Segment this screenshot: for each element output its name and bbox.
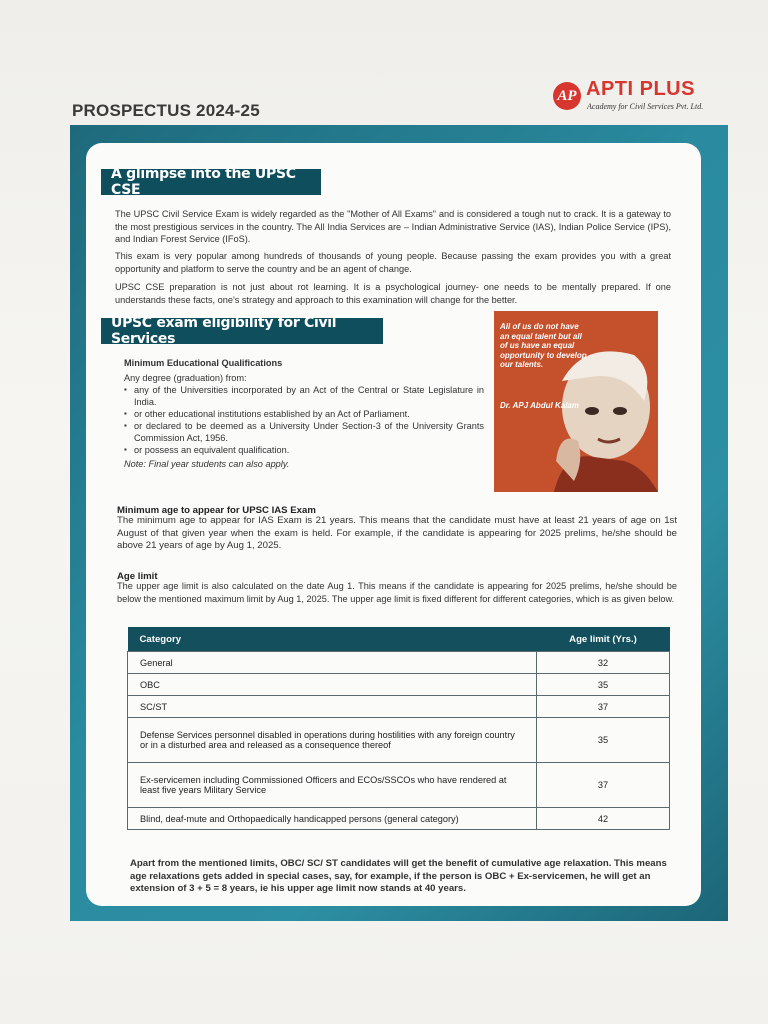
age-limit-table: [127, 627, 670, 830]
min-age-heading: Minimum age to appear for UPSC IAS Exam: [117, 505, 316, 516]
category-cell: Blind, deaf-mute and Orthopaedically handicapped persons (general category): [128, 808, 537, 830]
age-limit-cell: 35: [537, 718, 670, 763]
list-item: ▪ or possess an equivalent qualification.: [134, 444, 484, 456]
apti-plus-logo: [553, 78, 723, 120]
qualifications-block: [124, 357, 484, 470]
age-limit-cell: 35: [537, 674, 670, 696]
table-row: [128, 652, 670, 674]
kalam-quote-text: All of us do not have an equal talent but all of us have an equal opportunity to develop our talents.: [500, 322, 587, 370]
final-year-note: Note: Final year students can also apply.: [124, 459, 290, 469]
age-limit-cell: 42: [537, 808, 670, 830]
table-row: [128, 696, 670, 718]
list-item: ▪ or declared to be deemed as a University Under Section-3 of the University Grants Commission Act, 1956.: [134, 420, 484, 444]
glimpse-paragraph-2: This exam is very popular among hundreds of thousands of young people. Because passing the exam provides you with a great opportunity and platform to serve the country and be an agent of change.: [115, 251, 671, 274]
eligibility-heading: UPSC exam eligibility for Civil Services: [101, 318, 383, 344]
table-row: [128, 763, 670, 808]
age-limit-cell: 32: [537, 652, 670, 674]
table-row: [128, 718, 670, 763]
age-relaxation-text: Apart from the mentioned limits, OBC/ SC/ ST candidates will get the benefit of cumulative age relaxation. This means age relaxations gets added in special cases, say, for example, if the person is OBC + Ex-servicemen, he will get an extension of 3 + 5 = 8 years, ie his upper age limit now stands at 40 years.: [130, 858, 667, 894]
glimpse-heading: A glimpse into the UPSC CSE: [101, 169, 321, 195]
qualifications-intro: Any degree (graduation) from:: [124, 373, 247, 383]
list-item: ▪ any of the Universities incorporated by an Act of the Central or State Legislature in India.: [134, 384, 484, 408]
min-age-text: The minimum age to appear for IAS Exam is 21 years. This means that the candidate must have at least 21 years of age on 1st August of that given year when the exam is held. For example, if the candidate is appearing for 2025 prelims, he/she should be above 21 years of age by Aug 1, 2025.: [117, 515, 677, 551]
qualifications-heading: Minimum Educational Qualifications: [124, 358, 283, 368]
glimpse-paragraph-1: The UPSC Civil Service Exam is widely regarded as the "Mother of All Exams" and is considered a tough nut to crack. It is a gateway to the most prestigious services in the country. The All India Services are – Indian Administrative Service (IAS), Indian Police Service (IPS), and Indian Forest Service (IFoS).: [115, 209, 671, 244]
age-limit-cell: 37: [537, 763, 670, 808]
table-header-row: [128, 627, 670, 652]
kalam-quote-image: [494, 311, 658, 492]
category-cell: OBC: [128, 674, 537, 696]
category-cell: Defense Services personnel disabled in operations during hostilities with any foreign country or in a disturbed area and released as a consequence thereof: [128, 718, 537, 763]
category-cell: SC/ST: [128, 696, 537, 718]
table-row: [128, 808, 670, 830]
age-limit-heading: Age limit: [117, 571, 158, 582]
logo-name: APTI PLUS: [586, 78, 695, 100]
category-cell: General: [128, 652, 537, 674]
age-limit-text: The upper age limit is also calculated on the date Aug 1. This means if the candidate is appearing for 2025 prelims, he/she should be below the mentioned maximum limit by Aug 1, 2025. The upper age limit is fixed different for different categories, which is as given below.: [117, 581, 677, 604]
list-item: ▪ or other educational institutions established by an Act of Parliament.: [134, 408, 484, 420]
logo-subtitle: Academy for Civil Services Pvt. Ltd.: [587, 102, 704, 111]
kalam-quote-author: Dr. APJ Abdul Kalam: [500, 401, 579, 410]
glimpse-paragraph-3: UPSC CSE preparation is not just about rot learning. It is a psychological journey- one needs to be mentally prepared. If one understands these facts, one's strategy and approach to this examination will change for the better.: [115, 282, 671, 305]
logo-mark-icon: AP: [553, 82, 581, 110]
age-limit-column-header: Age limit (Yrs.): [537, 627, 670, 652]
prospectus-title: PROSPECTUS 2024-25: [72, 101, 260, 120]
age-limit-cell: 37: [537, 696, 670, 718]
category-cell: Ex-servicemen including Commissioned Officers and ECOs/SSCOs who have rendered at least five years Military Service: [128, 763, 537, 808]
table-row: [128, 674, 670, 696]
category-column-header: Category: [128, 627, 537, 652]
qualifications-list: [124, 384, 484, 456]
